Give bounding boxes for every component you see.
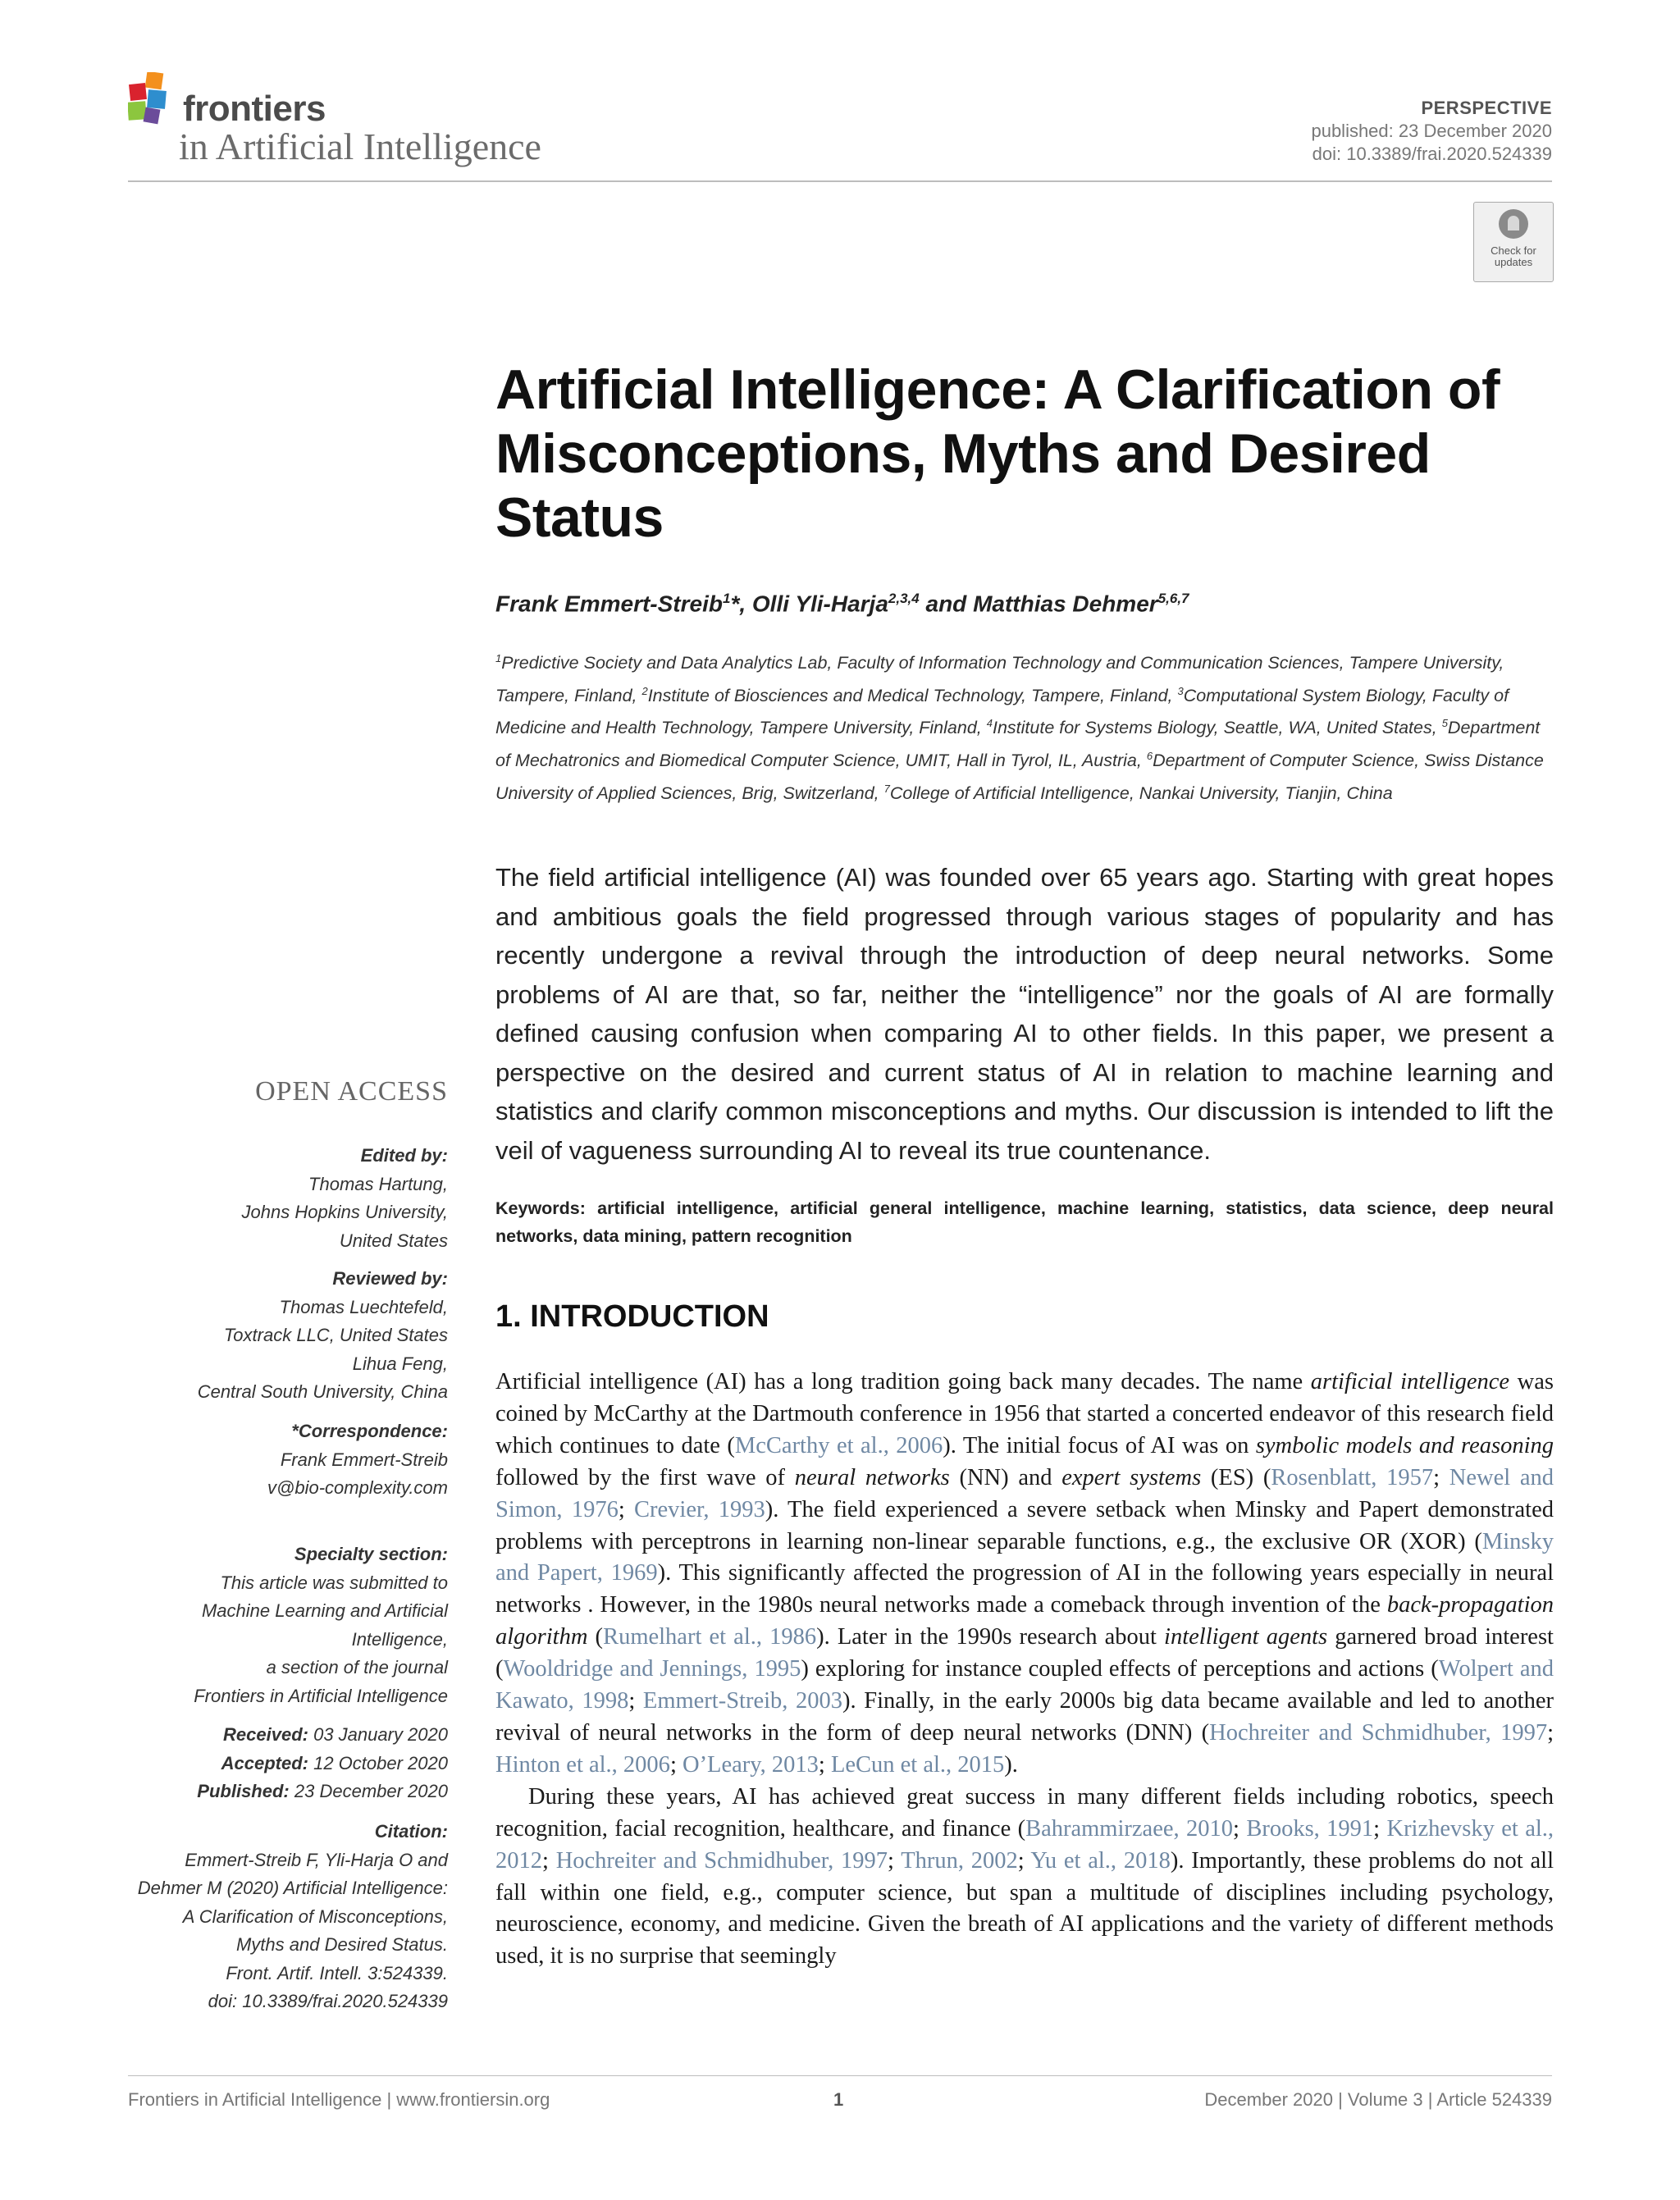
- author-separator: *,: [730, 591, 752, 617]
- author-affiliation-marker: 5,6,7: [1157, 591, 1189, 606]
- article-dates: [103, 1721, 448, 1806]
- reviewer-line: Toxtrack LLC, United States: [223, 1325, 448, 1345]
- header-divider: [128, 180, 1552, 182]
- footer-divider: [128, 2075, 1552, 2076]
- citation: [103, 1818, 448, 2016]
- author-separator: and: [919, 591, 974, 617]
- citation-link[interactable]: Hochreiter and Schmidhuber, 1997: [555, 1847, 888, 1874]
- body-text: followed by the first wave of: [495, 1464, 795, 1490]
- page-number: 1: [833, 2089, 844, 2110]
- citation-label: Citation:: [374, 1821, 448, 1842]
- correspondence: [103, 1417, 448, 1503]
- reviewed-by-label: Reviewed by:: [332, 1268, 448, 1289]
- crossmark-icon: [1499, 209, 1528, 239]
- body-text: ;: [1547, 1719, 1554, 1746]
- body-text: (ES) (: [1201, 1464, 1271, 1490]
- specialty-line: This article was submitted to: [220, 1572, 448, 1593]
- citation-line: Myths and Desired Status.: [235, 1934, 448, 1955]
- body-text: ;: [1233, 1815, 1247, 1842]
- keywords: [495, 1194, 1554, 1250]
- affiliation-text: College of Artificial Intelligence, Nankai University, Tianjin, China: [889, 783, 1393, 803]
- specialty-label: Specialty section:: [294, 1544, 448, 1564]
- article-type: PERSPECTIVE: [1421, 98, 1552, 118]
- citation-link[interactable]: Crevier, 1993: [634, 1496, 765, 1522]
- correspondence-label: *Correspondence:: [291, 1421, 448, 1441]
- footer-journal[interactable]: Frontiers in Artificial Intelligence | www.frontiersin.org: [128, 2089, 550, 2110]
- specialty-line: Frontiers in Artificial Intelligence: [194, 1685, 448, 1706]
- citation-line: Emmert-Streib F, Yli-Harja O and: [185, 1849, 448, 1870]
- emphasis: expert systems: [1061, 1464, 1202, 1490]
- article-meta: [1311, 97, 1552, 166]
- body-text: ). Importantly, these problems do not all fall within one field, e.g., computer science, but span a multitude of disciplines including psychology, neuroscience, economy, and medicine. Given the breath of AI applications and the variety of different methods used, it is no surprise that seemingly: [495, 1847, 1554, 1970]
- body-text: ;: [1373, 1815, 1387, 1842]
- affiliation-marker: 5: [1441, 717, 1448, 730]
- affiliation-text: Institute of Biosciences and Medical Technology, Tampere, Finland,: [647, 685, 1178, 705]
- body-text: ). This significantly affected the progression of AI in the following years especially in neural networks . However, in the 1980s neural networks made a comeback through invention of the: [495, 1560, 1554, 1618]
- reviewer-line: Thomas Luechtefeld,: [279, 1296, 448, 1317]
- edited-by-label: Edited by:: [360, 1145, 448, 1166]
- body-text: ). The initial focus of AI was on: [943, 1432, 1256, 1458]
- abstract: The field artificial intelligence (AI) was founded over 65 years ago. Starting with great hopes and ambitious goals the field progressed through various stages of popularity and has recently undergone a revival through the introduction of deep neural networks. Some problems of AI are that, so far, neither the “intelligence” nor the goals of AI are formally defined causing confusion when comparing AI to other fields. In this paper, we present a perspective on the desired and current status of AI in relation to machine learning and statistics and clarify common misconceptions and myths. Our discussion is intended to lift the veil of vagueness surrounding AI to reveal its true countenance.: [495, 863, 1554, 1165]
- citation-link[interactable]: Bahrammirzaee, 2010: [1025, 1815, 1233, 1842]
- body-text: was coined by McCarthy at the Dartmouth conference in 1956 that started a concerted endeavor of this research field which continues to date (: [495, 1369, 1554, 1458]
- citation-link[interactable]: Brooks, 1991: [1246, 1815, 1374, 1842]
- body-text: ) exploring for instance coupled effects of perceptions and actions (: [801, 1656, 1439, 1682]
- body-text: (NN) and: [949, 1464, 1062, 1490]
- body-text: ). Later in the 1990s research about: [816, 1624, 1165, 1650]
- published-date-sidebar: Published: 23 December 2020: [197, 1781, 448, 1801]
- accepted-date: Accepted: 12 October 2020: [221, 1752, 448, 1773]
- affiliation-marker: 4: [986, 717, 993, 730]
- keywords-label: Keywords:: [495, 1198, 586, 1218]
- editor-line: Thomas Hartung,: [308, 1173, 448, 1194]
- correspondence-email[interactable]: v@bio-complexity.com: [267, 1477, 448, 1498]
- editor-line: Johns Hopkins University,: [241, 1202, 448, 1222]
- article-body: [495, 1367, 1554, 1973]
- affiliation-marker: 1: [495, 652, 502, 664]
- section-heading: 1. INTRODUCTION: [495, 1299, 769, 1334]
- body-text: ;: [542, 1847, 556, 1874]
- body-text: garnered broad interest (: [495, 1624, 1554, 1682]
- author-affiliation-marker: 1: [722, 591, 731, 606]
- author-list: [495, 591, 1189, 617]
- correspondence-name: Frank Emmert-Streib: [280, 1449, 448, 1470]
- specialty-section: [103, 1540, 448, 1710]
- citation-line: Dehmer M (2020) Artificial Intelligence:: [137, 1878, 448, 1898]
- specialty-line: Machine Learning and Artificial: [201, 1600, 448, 1621]
- author-name[interactable]: Olli Yli-Harja: [751, 591, 888, 617]
- body-text: ;: [818, 1751, 831, 1778]
- citation-link[interactable]: LeCun et al., 2015: [830, 1751, 1005, 1778]
- citation-line: doi: 10.3389/frai.2020.524339: [208, 1991, 448, 2011]
- edited-by: [103, 1142, 448, 1255]
- citation-link[interactable]: Rumelhart et al., 1986: [603, 1624, 817, 1650]
- citation-link[interactable]: Krizhevsky et al., 2012: [495, 1815, 1554, 1874]
- emphasis: symbolic models and reasoning: [1255, 1432, 1554, 1458]
- affiliation-marker: 6: [1146, 749, 1153, 762]
- citation-link[interactable]: Hochreiter and Schmidhuber, 1997: [1209, 1719, 1548, 1746]
- affiliation-text: Predictive Society and Data Analytics Lab, Faculty of Information Technology and Communication Sciences, Tampere University, Tampere, Finland,: [495, 653, 1504, 705]
- affiliation-marker: 2: [641, 684, 648, 697]
- body-text: During these years, AI has achieved great success in many different fields including robotics, speech recognition, facial recognition, healthcare, and finance (: [495, 1783, 1554, 1842]
- citation-link[interactable]: Wooldridge and Jennings, 1995: [503, 1656, 801, 1682]
- citation-link[interactable]: O’Leary, 2013: [682, 1751, 819, 1778]
- article-title: Artificial Intelligence: A Clarification of Misconceptions, Myths and Desired Status: [495, 358, 1500, 549]
- affiliations: [495, 645, 1555, 807]
- author-affiliation-marker: 2,3,4: [888, 591, 920, 606]
- body-paragraph: [495, 1782, 1554, 1973]
- reviewer-line: Lihua Feng,: [352, 1353, 448, 1374]
- citation-link[interactable]: Minsky and Papert, 1969: [495, 1528, 1554, 1586]
- journal-name: in Artificial Intelligence: [179, 126, 541, 167]
- published-date: published: 23 December 2020: [1311, 121, 1552, 141]
- specialty-line: a section of the journal: [266, 1657, 448, 1677]
- body-text: ). The field experienced a severe setback when Minsky and Papert demonstrated problems with perceptrons in learning non-linear separable functions, e.g., the exclusive OR (XOR) (: [495, 1496, 1554, 1554]
- author-name[interactable]: Matthias Dehmer: [973, 591, 1158, 617]
- body-text: ;: [618, 1496, 634, 1522]
- footer-issue: December 2020 | Volume 3 | Article 524339: [1204, 2089, 1552, 2110]
- logo-wordmark: frontiers: [183, 89, 326, 129]
- emphasis: artificial intelligence: [1310, 1369, 1510, 1394]
- frontiers-logo-icon: [128, 72, 177, 126]
- author-name[interactable]: Frank Emmert-Streib: [495, 591, 723, 617]
- specialty-line: Intelligence,: [351, 1628, 448, 1650]
- body-text: ;: [628, 1688, 643, 1714]
- citation-line: Front. Artif. Intell. 3:524339.: [226, 1962, 448, 1983]
- body-paragraph: [495, 1367, 1554, 1782]
- open-access-label: OPEN ACCESS: [255, 1076, 448, 1107]
- affiliation-text: Department of Computer Science, Swiss Distance University of Applied Sciences, Brig, Switzerland,: [495, 751, 1544, 803]
- affiliation-text: Computational System Biology, Faculty of Medicine and Health Technology, Tampere University, Finland,: [495, 685, 1509, 738]
- editor-line: United States: [339, 1230, 448, 1251]
- affiliation-marker: 3: [1177, 684, 1184, 697]
- emphasis: intelligent agents: [1164, 1624, 1328, 1650]
- affiliation-marker: 7: [883, 782, 890, 795]
- body-text: ;: [1017, 1847, 1031, 1874]
- emphasis: back-propagation algorithm: [495, 1592, 1554, 1650]
- citation-link[interactable]: Thrun, 2002: [901, 1847, 1018, 1874]
- body-text: ).: [1004, 1751, 1018, 1778]
- body-text: (: [587, 1624, 604, 1650]
- citation-line: A Clarification of Misconceptions,: [182, 1906, 448, 1927]
- citation-link[interactable]: Wolpert and Kawato, 1998: [495, 1656, 1554, 1714]
- body-text: ). Finally, in the early 2000s big data became available and led to another revival of neural networks in the form of deep neural networks (DNN) (: [495, 1688, 1554, 1746]
- citation-link[interactable]: Hinton et al., 2006: [495, 1751, 670, 1778]
- body-text: Artificial intelligence (AI) has a long tradition going back many decades. The name: [495, 1369, 1311, 1394]
- citation-link[interactable]: Rosenblatt, 1957: [1271, 1464, 1434, 1490]
- reviewer-line: Central South University, China: [197, 1381, 448, 1402]
- emphasis: neural networks: [794, 1464, 950, 1490]
- citation-link[interactable]: McCarthy et al., 2006: [734, 1432, 943, 1458]
- affiliation-text: Department of Mechatronics and Biomedical Computer Science, UMIT, Hall in Tyrol, IL, Austria,: [495, 718, 1541, 771]
- reviewed-by: [103, 1265, 448, 1407]
- citation-link[interactable]: Yu et al., 2018: [1030, 1847, 1171, 1874]
- received-date: Received: 03 January 2020: [223, 1724, 448, 1745]
- body-text: ;: [669, 1751, 682, 1778]
- citation-link[interactable]: Newel and Simon, 1976: [495, 1464, 1554, 1522]
- affiliation-text: Institute for Systems Biology, Seattle, WA, United States,: [992, 718, 1442, 738]
- body-text: ;: [888, 1847, 902, 1874]
- keywords-list: artificial intelligence, artificial general intelligence, machine learning, statistics, data science, deep neural networks, data mining, pattern recognition: [495, 1198, 1554, 1246]
- body-text: ;: [1433, 1464, 1449, 1490]
- doi[interactable]: doi: 10.3389/frai.2020.524339: [1312, 144, 1552, 164]
- check-for-updates-button[interactable]: Check for updates: [1473, 202, 1554, 282]
- citation-link[interactable]: Emmert-Streib, 2003: [642, 1688, 843, 1714]
